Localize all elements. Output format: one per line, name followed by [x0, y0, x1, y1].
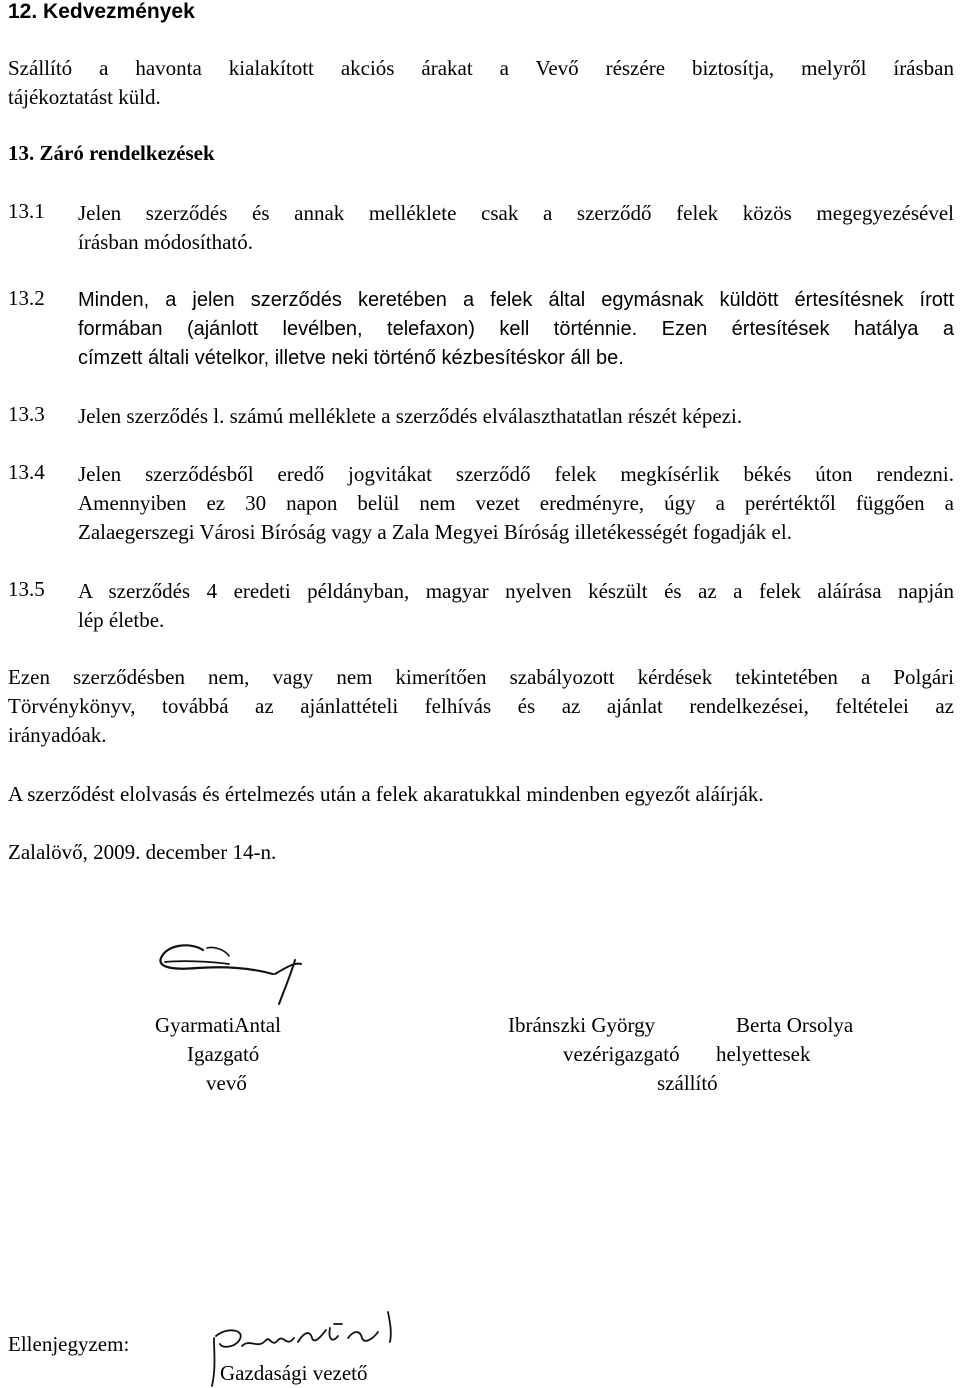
supplier2-title: helyettesek — [716, 1042, 811, 1066]
text-line: Jelen szerződés és annak melléklete csak a szerződő felek közös megegyezésével — [78, 201, 954, 225]
text-line: Ezen szerződésben nem, vagy nem kimerítően szabályozott kérdések tekintetében a Polgári — [8, 665, 954, 689]
text-line: Jelen szerződésből eredő jogvitákat szerződő felek megkísérlik békés úton rendezni. — [78, 462, 954, 486]
text-line: írásban módosítható. — [78, 230, 253, 254]
item-13-4-text — [78, 460, 954, 547]
item-13-2-text — [78, 286, 954, 373]
closing-paragraph — [8, 663, 954, 750]
text-line: Amennyiben ez 30 napon belül nem vezet eredményre, úgy a perértéktől függően a — [78, 491, 954, 515]
text-line: formában (ajánlott levélben, telefaxon) kell történnie. Ezen értesítések hatálya a — [78, 318, 954, 340]
supplier-role: szállító — [657, 1071, 718, 1095]
text-line: A szerződés 4 eredeti példányban, magyar nyelven készült és az a felek aláírása napján — [78, 579, 954, 603]
item-number: 13.2 — [8, 286, 45, 310]
text-line: lép életbe. — [78, 608, 165, 632]
countersign-label: Ellenjegyzem: — [8, 1332, 130, 1356]
buyer-name: GyarmatiAntal — [155, 1013, 281, 1037]
buyer-role: vevő — [206, 1071, 247, 1095]
item-number: 13.1 — [8, 199, 45, 223]
item-number: 13.5 — [8, 577, 45, 601]
supplier2-name: Berta Orsolya — [736, 1013, 854, 1037]
text-line: Szállító a havonta kialakított akciós árakat a Vevő részére biztosítja, melyről írásban — [8, 56, 954, 80]
item-number: 13.4 — [8, 460, 45, 484]
section-12-heading: 12. Kedvezmények — [8, 0, 195, 23]
text-line: tájékoztatást küld. — [8, 85, 161, 109]
item-13-3-text — [78, 402, 954, 431]
buyer-signature — [155, 938, 315, 1008]
text-line: Jelen szerződés l. számú melléklete a szerződés elválaszthatatlan részét képezi. — [78, 404, 743, 428]
section-13-heading: 13. Záró rendelkezések — [8, 141, 215, 165]
text-line: Törvénykönyv, továbbá az ajánlattételi felhívás és az ajánlat rendelkezései, feltételei az — [8, 694, 954, 718]
text-line: Minden, a jelen szerződés keretében a felek által egymásnak küldött értesítésnek írott — [78, 289, 954, 311]
item-13-1-text — [78, 199, 954, 257]
text-line: irányadóak. — [8, 723, 107, 747]
closing-sentence: A szerződést elolvasás és értelmezés után a felek akaratukkal mindenben egyezőt aláírják. — [8, 782, 764, 806]
text-line: címzett általi vételkor, illetve neki történő kézbesítéskor áll be. — [78, 347, 624, 369]
supplier1-name: Ibránszki György — [508, 1013, 656, 1037]
item-13-5-text — [78, 577, 954, 635]
supplier1-title: vezérigazgató — [563, 1042, 680, 1066]
place-date: Zalalövő, 2009. december 14-n. — [8, 840, 277, 864]
item-number: 13.3 — [8, 402, 45, 426]
buyer-title: Igazgató — [187, 1042, 260, 1066]
countersign-title: Gazdasági vezető — [220, 1361, 368, 1385]
text-line: Zalaegerszegi Városi Bíróság vagy a Zala Megyei Bíróság illetékességét fogadják el. — [78, 520, 792, 544]
section-12-text — [8, 54, 954, 112]
